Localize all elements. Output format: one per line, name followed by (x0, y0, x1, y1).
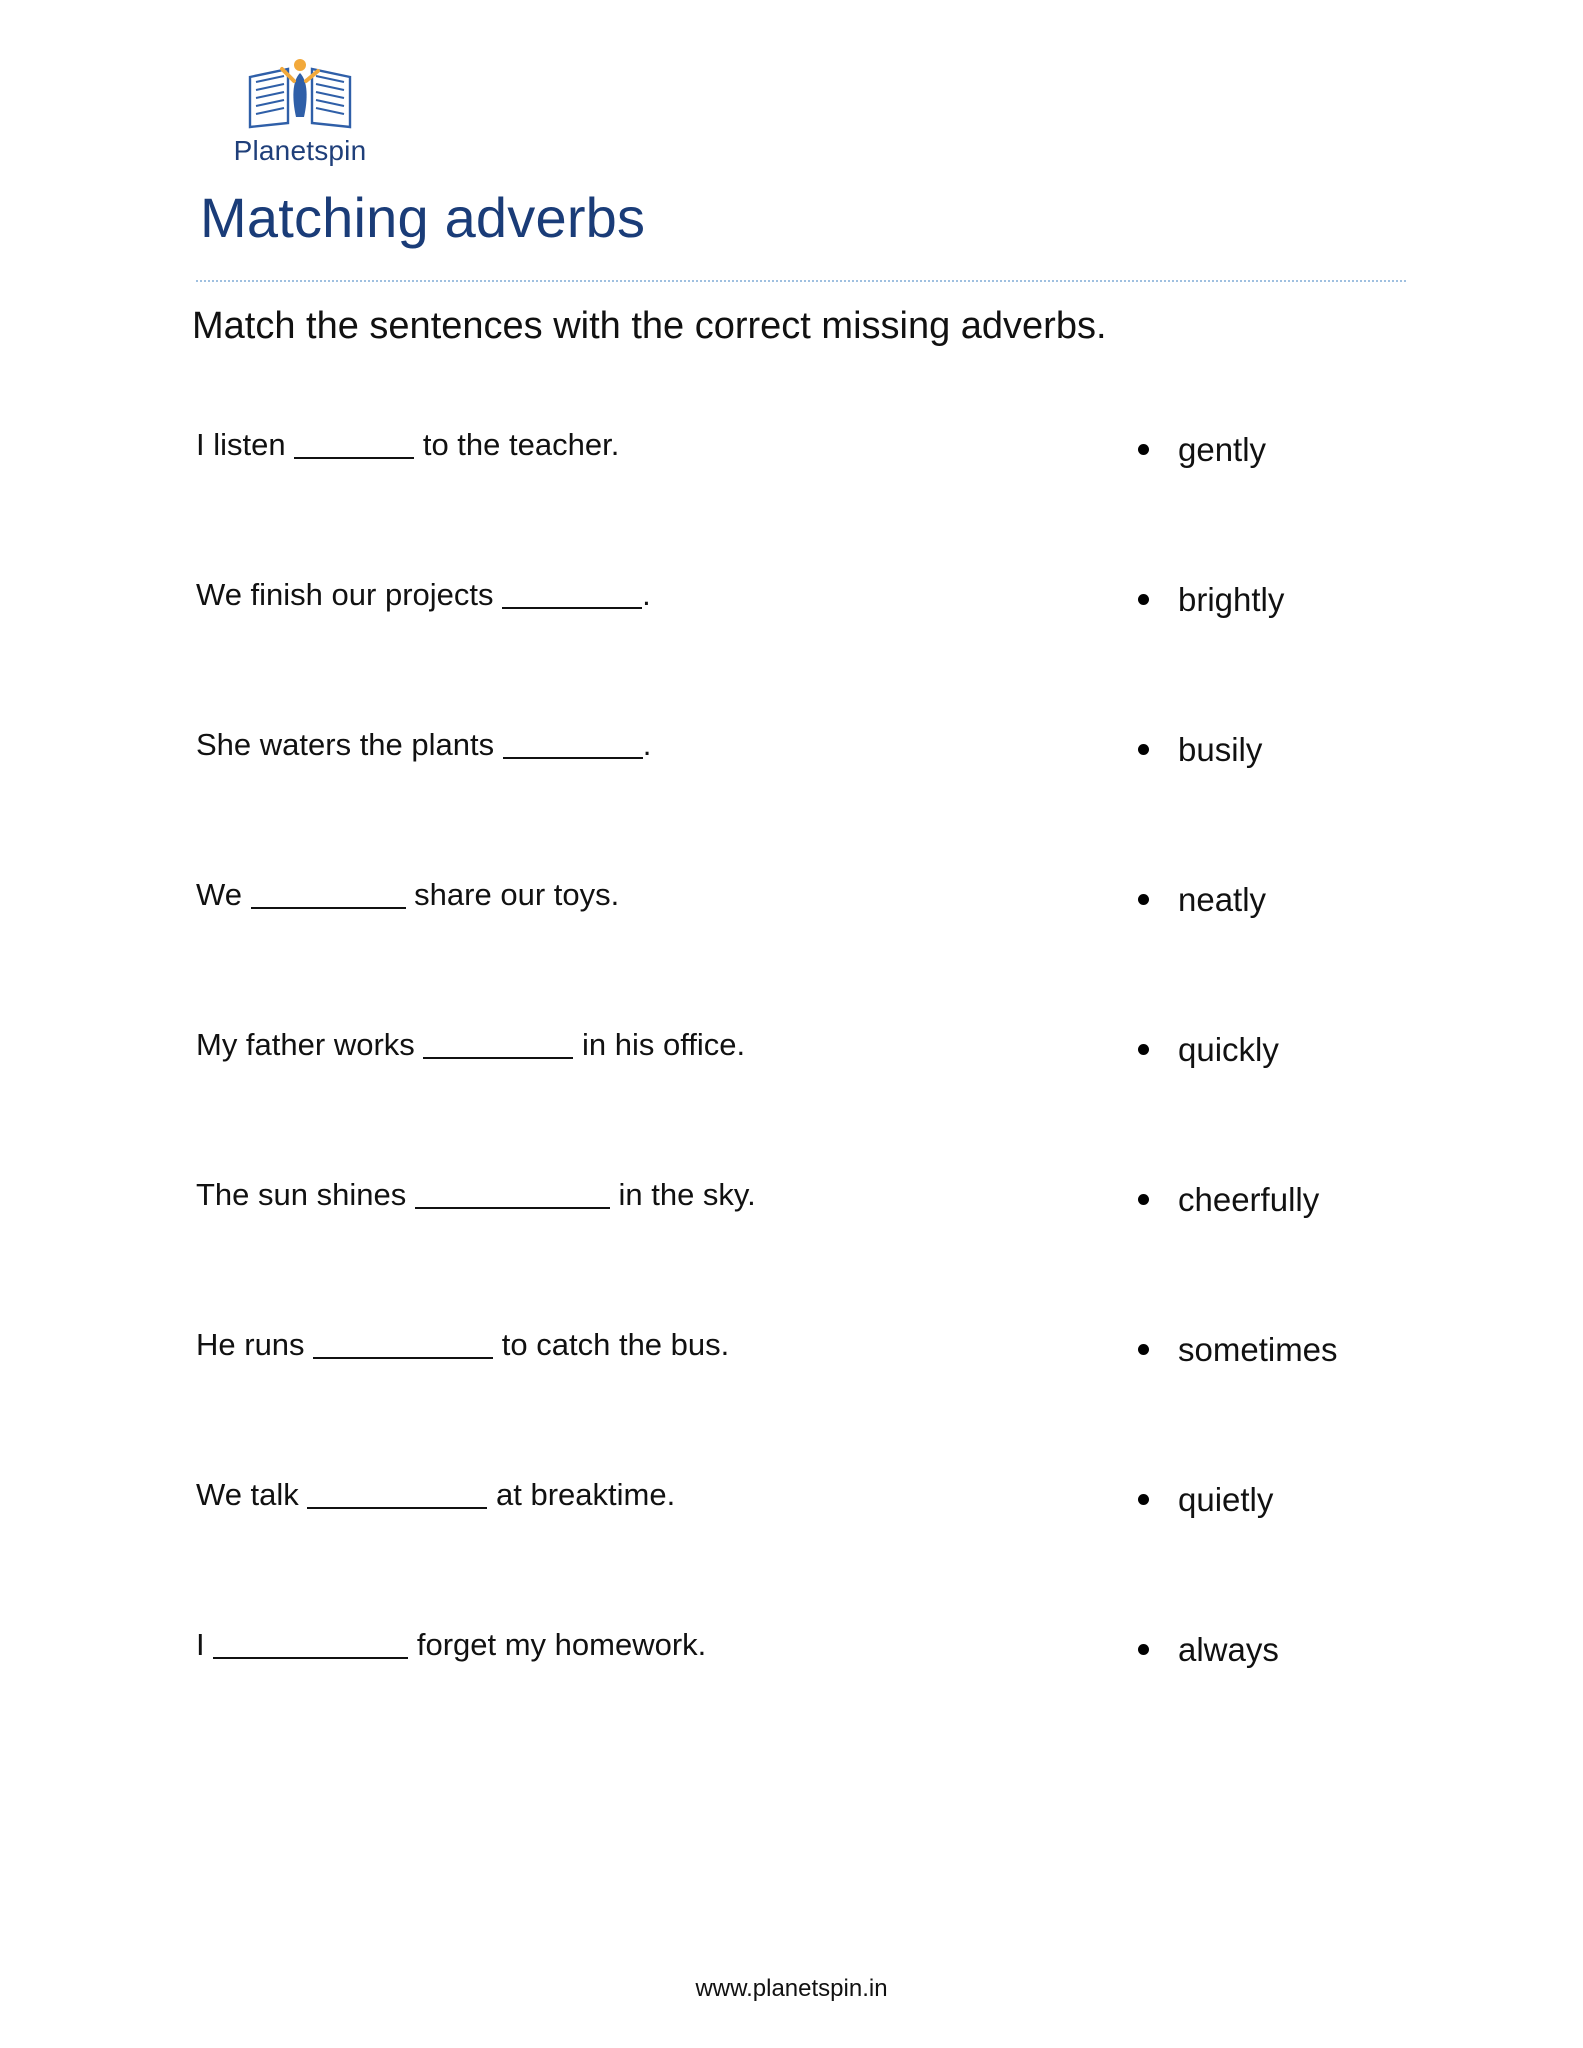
answer-blank[interactable] (313, 1357, 493, 1359)
answer-option[interactable] (1130, 432, 1530, 582)
bullet-icon (1138, 1044, 1149, 1055)
sentence-text-after: in the sky. (609, 1177, 756, 1212)
answer-blank[interactable] (294, 457, 414, 459)
answer-label: quickly (1178, 1031, 1279, 1068)
sentence-text-after: forget my homework. (408, 1627, 707, 1662)
answer-blank[interactable] (251, 907, 406, 909)
answer-option[interactable] (1130, 1032, 1530, 1182)
sentence-text-after: in his office. (573, 1027, 746, 1062)
open-book-icon (244, 55, 356, 133)
answer-option[interactable] (1130, 1482, 1530, 1632)
sentence-text-after: . (642, 577, 651, 612)
sentence-text-after: . (642, 727, 652, 762)
sentence-row (196, 878, 1076, 1028)
answer-label: neatly (1178, 881, 1267, 918)
sentence-row (196, 1328, 1076, 1478)
answer-label: sometimes (1178, 1331, 1338, 1368)
answer-option[interactable] (1130, 1182, 1530, 1332)
sentence-text-before: She waters the plants (196, 727, 503, 762)
sentence-text-before: He runs (196, 1327, 314, 1362)
sentence-text-before: We (196, 877, 251, 912)
sentence-text-after: to the teacher. (414, 427, 620, 462)
bullet-icon (1138, 1344, 1149, 1355)
answer-blank[interactable] (503, 757, 643, 759)
answer-option[interactable] (1130, 882, 1530, 1032)
answer-blank[interactable] (307, 1507, 487, 1509)
bullet-icon (1138, 444, 1149, 455)
bullet-icon (1138, 594, 1149, 605)
sentence-row (196, 428, 1076, 578)
brand-logo (200, 55, 400, 167)
answer-blank[interactable] (423, 1057, 573, 1059)
sentence-text-before: We finish our projects (196, 577, 503, 612)
answer-blank[interactable] (502, 607, 642, 609)
answer-label: gently (1178, 431, 1267, 468)
sentence-text-after: share our toys. (405, 877, 620, 912)
sentence-text-before: My father works (196, 1027, 424, 1062)
sentence-row (196, 1178, 1076, 1328)
sentence-text-before: We talk (196, 1477, 308, 1512)
bullet-icon (1138, 894, 1149, 905)
sentence-row (196, 1478, 1076, 1628)
answer-label: busily (1178, 731, 1263, 768)
brand-name: Planetspin (233, 135, 367, 166)
sentences-column (196, 428, 1076, 1778)
sentence-row (196, 578, 1076, 728)
bullet-icon (1138, 1494, 1149, 1505)
answer-blank[interactable] (213, 1657, 408, 1659)
answer-blank[interactable] (415, 1207, 610, 1209)
answer-option[interactable] (1130, 1632, 1530, 1782)
bullet-icon (1138, 1644, 1149, 1655)
sentence-text-before: I listen (196, 427, 295, 462)
sentence-text-after: to catch the bus. (493, 1327, 730, 1362)
sentence-text-before: I (196, 1627, 214, 1662)
bullet-icon (1138, 1194, 1149, 1205)
answer-label: brightly (1178, 581, 1285, 618)
answer-option[interactable] (1130, 1332, 1530, 1482)
answer-option[interactable] (1130, 732, 1530, 882)
answer-label: cheerfully (1178, 1181, 1320, 1218)
bullet-icon (1138, 744, 1149, 755)
title-divider (196, 280, 1406, 282)
sentence-text-before: The sun shines (196, 1177, 415, 1212)
answers-column (1130, 432, 1530, 1782)
sentence-row (196, 1028, 1076, 1178)
answer-label: always (1178, 1631, 1279, 1668)
answer-option[interactable] (1130, 582, 1530, 732)
page-title: Matching adverbs (200, 186, 646, 249)
sentence-row (196, 728, 1076, 878)
instructions: Match the sentences with the correct missing adverbs. (192, 305, 1107, 347)
sentence-text-after: at breaktime. (487, 1477, 676, 1512)
footer-website: www.planetspin.in (695, 1975, 888, 2002)
answer-label: quietly (1178, 1481, 1274, 1518)
sentence-row (196, 1628, 1076, 1778)
